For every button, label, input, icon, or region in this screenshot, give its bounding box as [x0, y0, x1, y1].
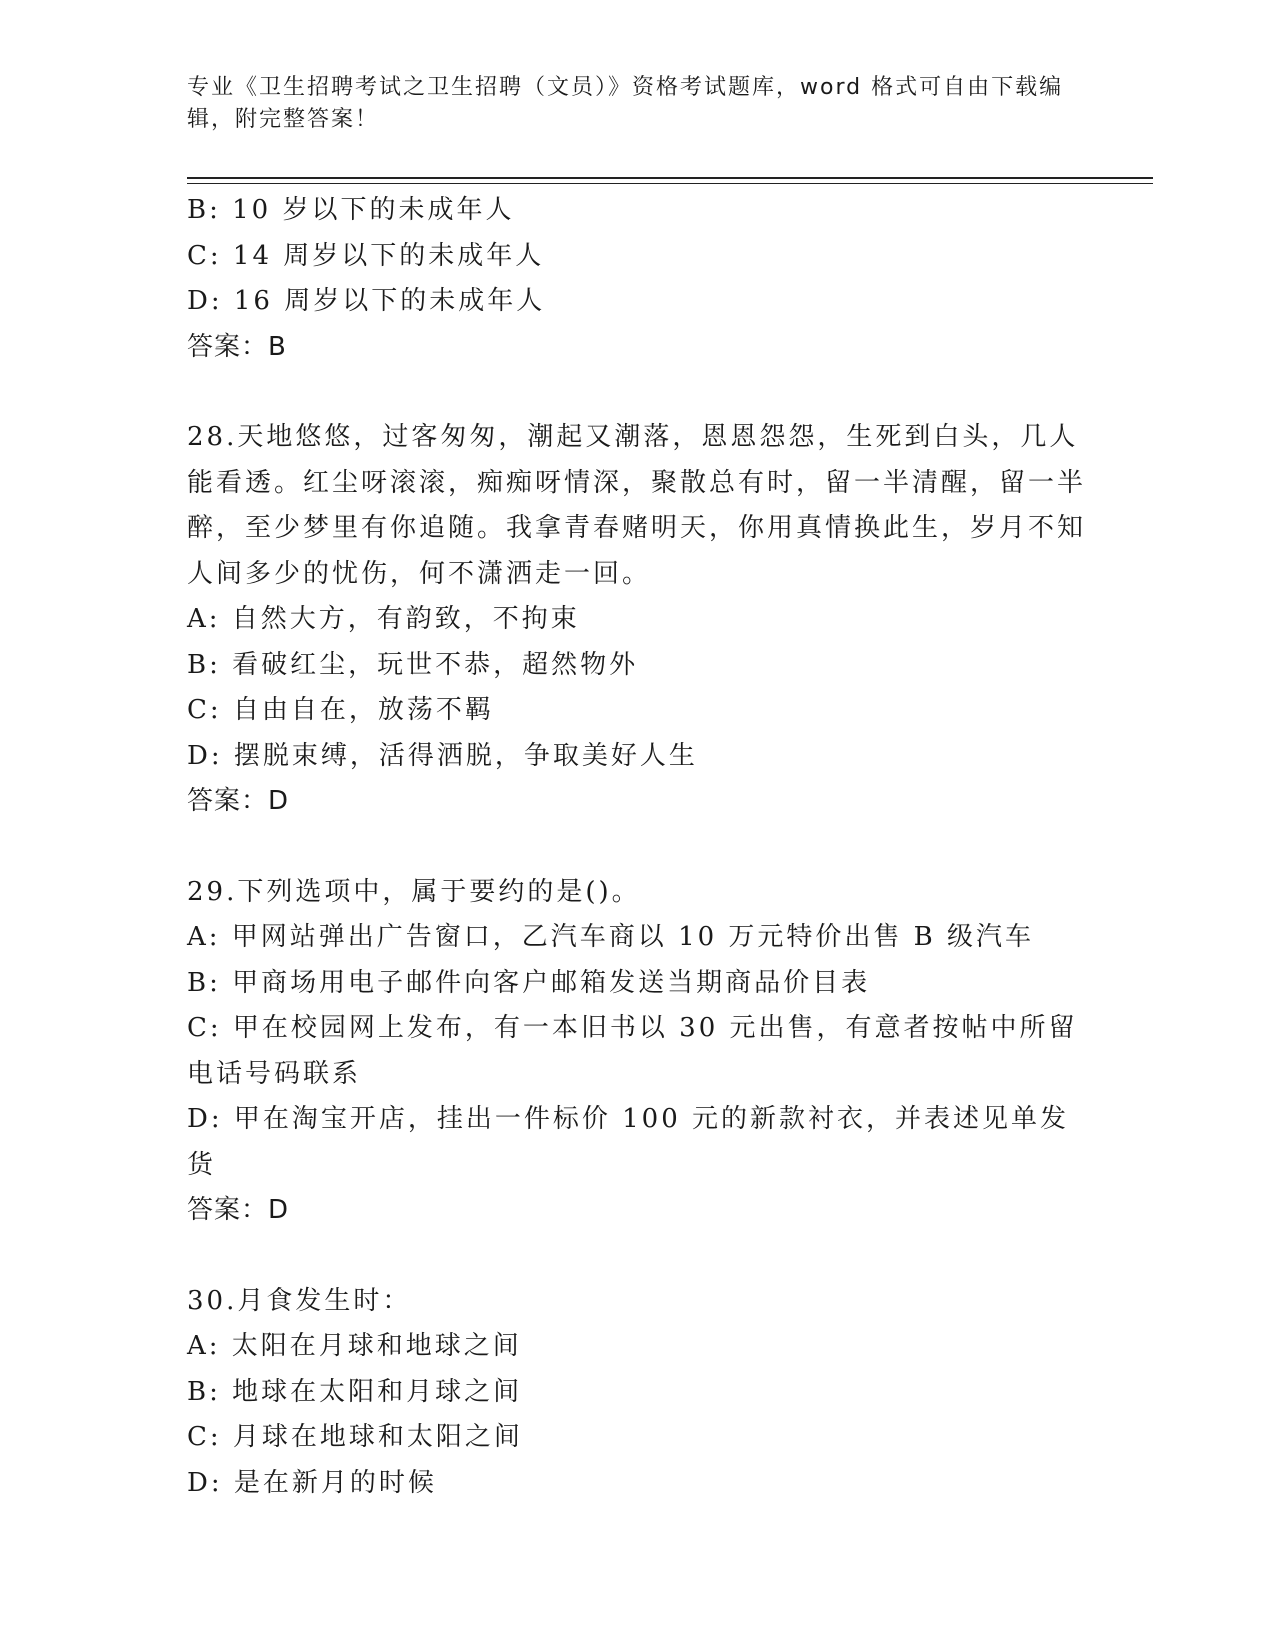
option-b: B: 10 岁以下的未成年人 — [187, 195, 515, 225]
option-d: D: 16 周岁以下的未成年人 — [187, 286, 546, 316]
option-d: D: 摆脱束缚，活得洒脱，争取美好人生 — [187, 740, 698, 771]
question-text: 30.月食发生时： — [187, 1285, 412, 1316]
option-a: A: 自然大方，有韵致，不拘束 — [187, 604, 580, 634]
option-b: B: 地球在太阳和月球之间 — [187, 1376, 523, 1407]
option-d: D: 是在新月的时候 — [187, 1467, 437, 1498]
option-c: C: 14 周岁以下的未成年人 — [187, 240, 545, 271]
answer: 答案：D — [187, 1195, 290, 1225]
option-c: C: 甲在校园网上发布，有一本旧书以 30 元出售，有意者按帖中所留电话号码联系 — [187, 1013, 1078, 1089]
header-rule-thick — [187, 177, 1153, 179]
question-text: 29.下列选项中，属于要约的是()。 — [187, 876, 641, 907]
question-28 — [187, 415, 1087, 825]
option-a: A: 太阳在月球和地球之间 — [187, 1331, 522, 1361]
answer: 答案：B — [187, 331, 287, 362]
answer: 答案：D — [187, 786, 290, 816]
option-d: D: 甲在淘宝开店，挂出一件标价 100 元的新款衬衣，并表述见单发货 — [187, 1104, 1070, 1180]
option-b: B: 甲商场用电子邮件向客户邮箱发送当期商品价目表 — [187, 967, 871, 998]
question-text: 28.天地悠悠，过客匆匆，潮起又潮落，恩恩怨怨，生死到白头，几人能看透。红尘呀滚滚，痴痴呀情深，聚散总有时，留一半清醒，留一半醉，至少梦里有你追随。我拿青春赌明天，你用真情换此生，岁月不知人间多少的忧伤，何不潇洒走一回。 — [187, 422, 1087, 589]
question-29 — [187, 870, 1087, 1234]
option-b: B: 看破红尘，玩世不恭，超然物外 — [187, 649, 639, 680]
question-list — [187, 188, 1087, 1506]
document-header: 专业《卫生招聘考试之卫生招聘（文员）》资格考试题库，word 格式可自由下载编辑，附完整答案！ — [187, 75, 1064, 132]
question-27-continued — [187, 188, 1087, 370]
option-a: A: 甲网站弹出广告窗口，乙汽车商以 10 万元特价出售 B 级汽车 — [187, 922, 1035, 952]
question-30 — [187, 1279, 1087, 1507]
header-rule-thin — [187, 183, 1153, 184]
option-c: C: 自由自在，放荡不羁 — [187, 695, 494, 725]
option-c: C: 月球在地球和太阳之间 — [187, 1422, 523, 1452]
